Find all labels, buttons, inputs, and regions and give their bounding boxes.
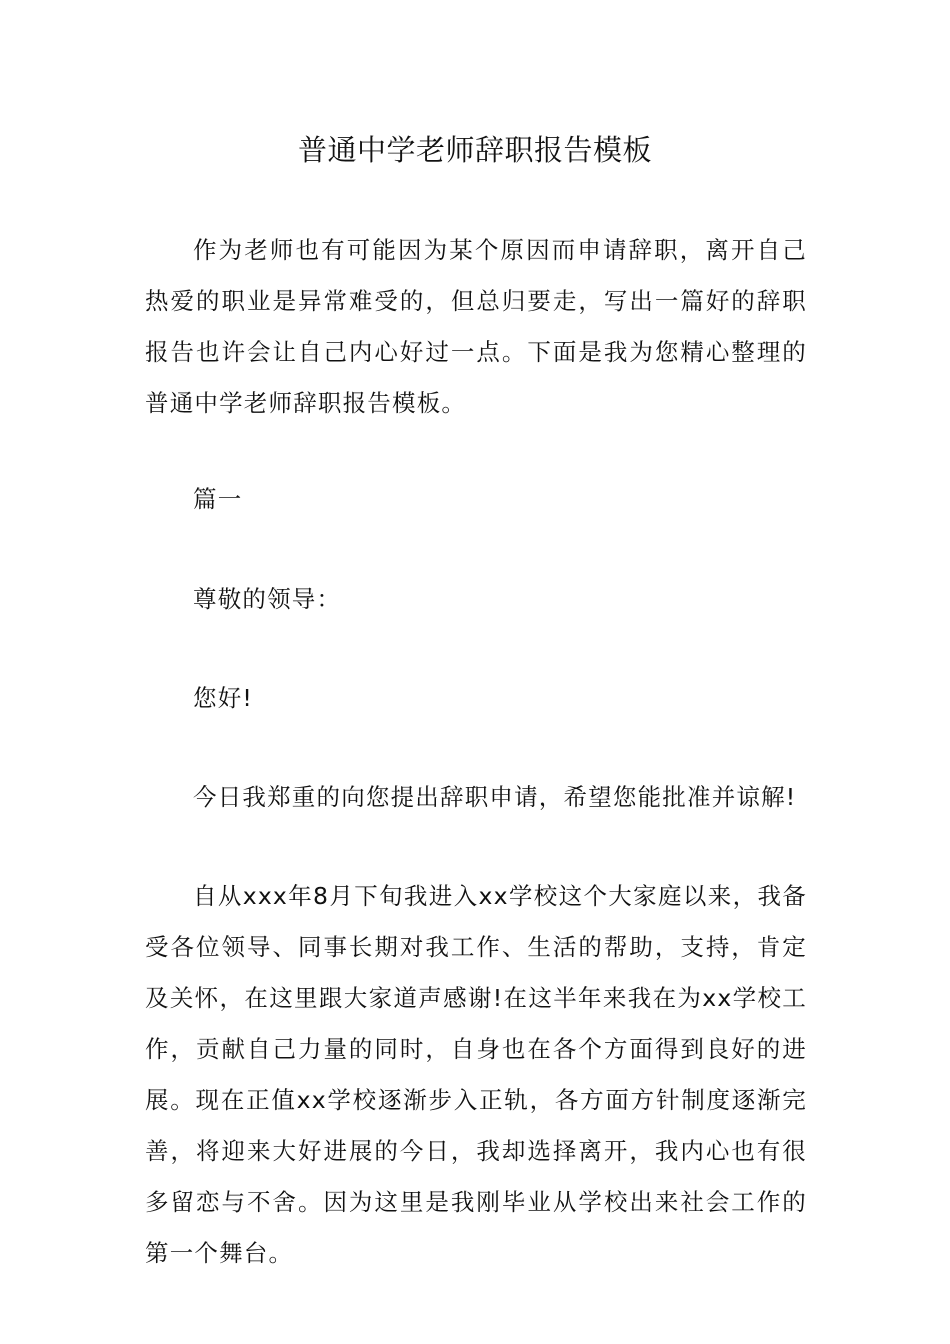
document-title: 普通中学老师辞职报告模板 [297,133,652,167]
salutation: 尊敬的领导： [193,585,342,613]
greeting: 您好! [193,684,254,712]
intro-paragraph: 作为老师也有可能因为某个原因而申请辞职，离开自己热爱的职业是异常难受的，但总归要走，写出一篇好的辞职报告也许会让自己内心好过一点。下面是我为您精心整理的普通中学老师辞职报告模板。 [145,236,807,417]
body-paragraph: 自从xxx年8月下旬我进入xx学校这个大家庭以来，我备受各位领导、同事长期对我工作、生活的帮助，支持，肯定及关怀，在这里跟大家道声感谢!在这半年来我在为xx学校工作，贡献自己力量的同时，自身也在各个方面得到良好的进展。现在正值xx学校逐渐步入正轨，各方面方针制度逐渐完善，将迎来大好进展的今日，我却选择离开，我内心也有很多留恋与不舍。因为这里是我刚毕业从学校出来社会工作的第一个舞台。 [145,882,807,1267]
request-paragraph: 今日我郑重的向您提出辞职申请，希望您能批准并谅解! [193,783,797,811]
section-label: 篇一 [193,485,243,513]
